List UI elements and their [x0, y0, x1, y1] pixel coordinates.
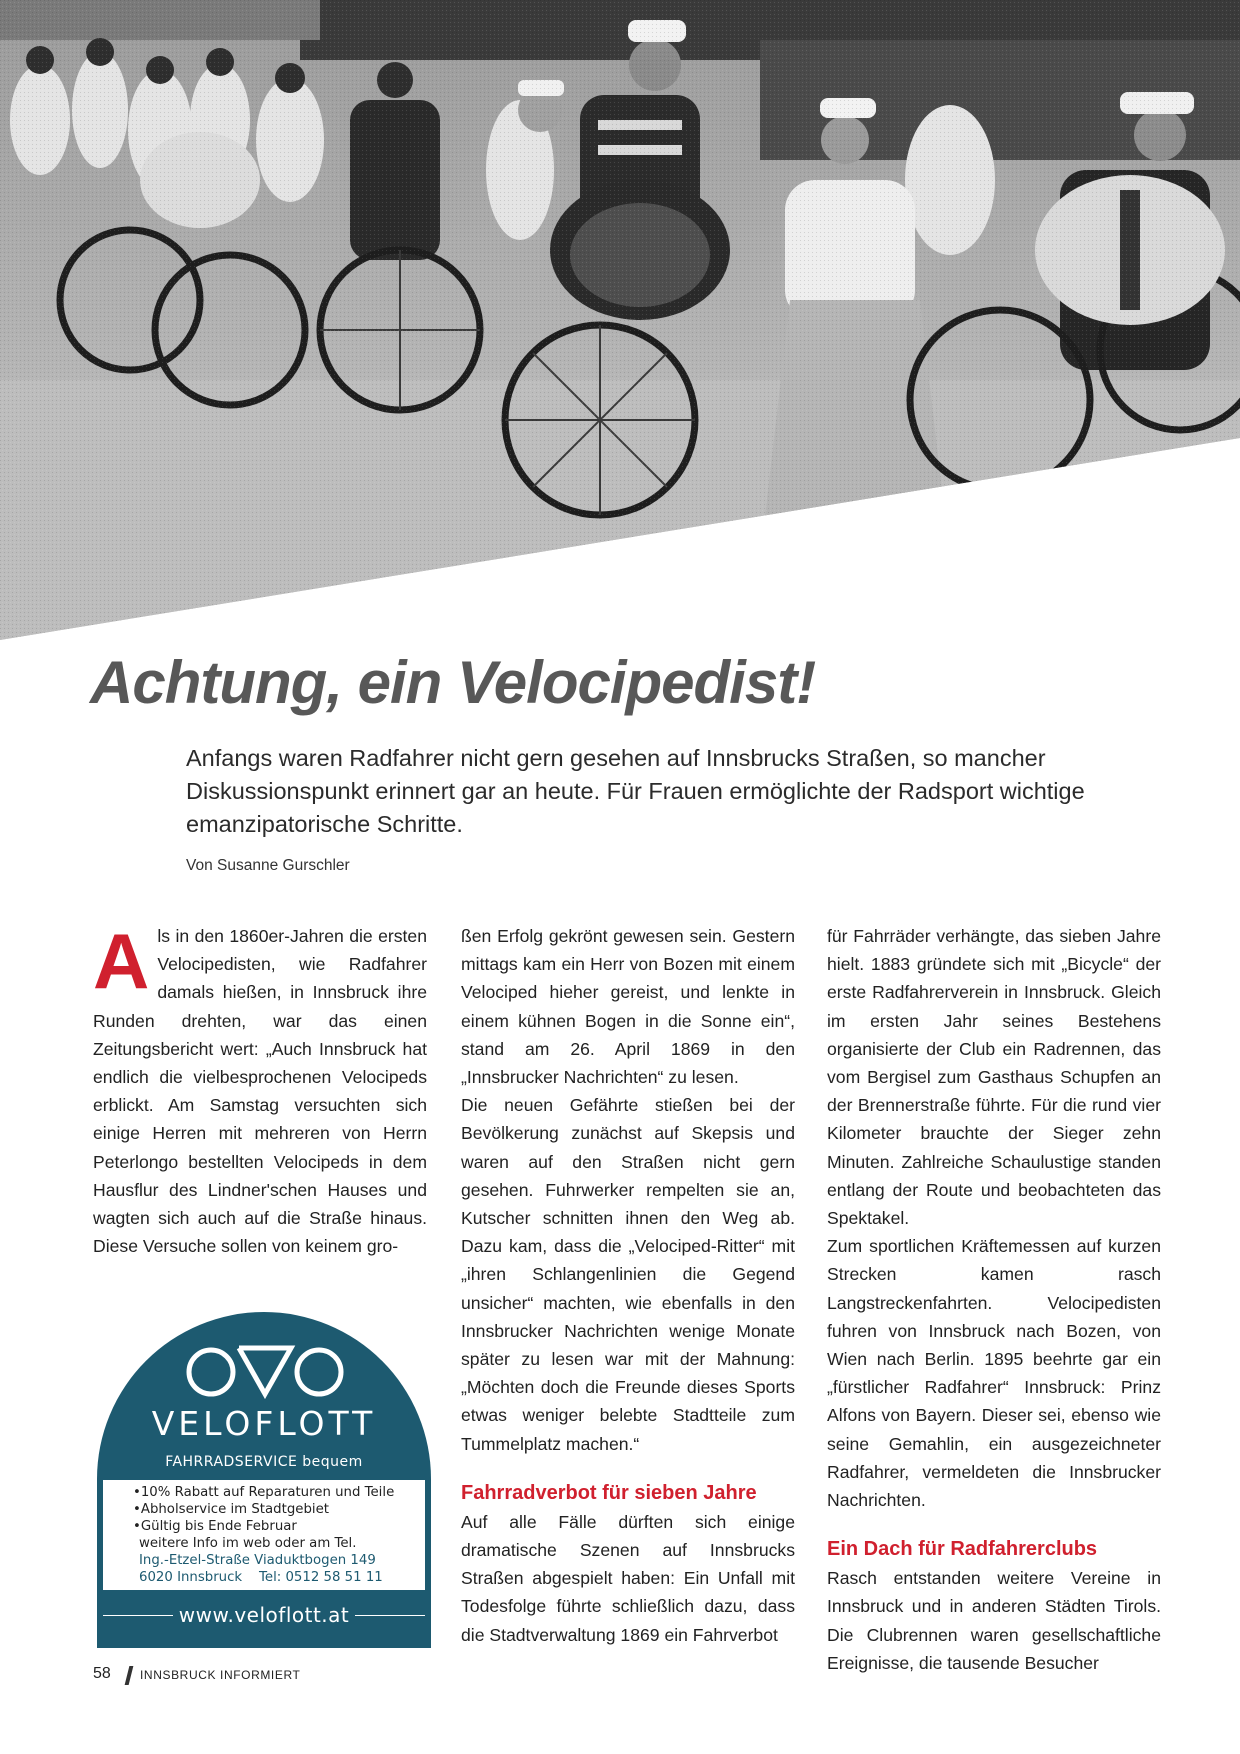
article-byline: Von Susanne Gurschler — [186, 857, 350, 874]
article-paragraph: Auf alle Fälle dürften sich einige dramatische Szenen auf Innsbrucks Straßen abgespielt haben: Ein Unfall mit Todesfolge führte schließlich dazu, dass die Stadtverwaltung 1869 ein Fahrverbot — [461, 1511, 795, 1645]
ad-subtitle: FAHRRADSERVICE bequem — [165, 1454, 363, 1470]
article-paragraph: Die neuen Gefährte stießen bei der Bevölkerung zunächst auf Skepsis und waren auf den Straßen nicht gern gesehen. Fuhrwerker rempelten sie an, Kutscher schnitten ihnen den Weg ab. Dazu kam, dass die „Velociped-Ritter“ mit „ihren Schlangenlinien die Gegend unsicher“ machten, wie ebenfalls in den Innsbrucker Nachrichten wenige Monate später zu lesen war mit der Mahnung: „Möchten doch die Freunde dieses Sports etwas weniger belebte Stadtteile zum Tummelplatz machen.“ — [461, 1095, 795, 1454]
footer-divider — [125, 1666, 134, 1685]
ad-bullet: •Gültig bis Ende Februar — [133, 1519, 297, 1534]
article-paragraph: ßen Erfolg gekrönt gewesen sein. Gestern mittags kam ein Herr von Bozen mit einem Velociped hieher gereist, und lenkte in einem kühnen Bogen in die Sonne ein“, stand am 26. April 1869 in den „Innsbrucker Nachrichten“ zu lesen. — [461, 926, 795, 1088]
publication-name: INNSBRUCK INFORMIERT — [140, 1668, 301, 1682]
section-heading: Fahrradverbot für sieben Jahre — [461, 1481, 757, 1504]
article-title: Achtung, ein Velocipedist! — [90, 649, 816, 716]
ad-address: Ing.-Etzel-Straße Viaduktbogen 149 — [139, 1553, 376, 1568]
article-paragraph: Zum sportlichen Kräftemessen auf kurzen Strecken kamen rasch Langstreckenfahrten. Velocipedisten fuhren von Innsbruck nach Bozen, von Wien nach Berlin. 1895 beehrte gar ein „fürstlicher Radfahrer“ Innsbruck: Prinz Alfons von Bayern. Dieser sei, ebenso wie seine Gemahlin, ein ausgezeichneter Radfahrer, vermeldeten die Innsbrucker Nachrichten. — [827, 1236, 1161, 1511]
ad-website-link[interactable]: www.veloflott.at — [178, 1603, 350, 1627]
ad-info-box — [103, 1480, 425, 1590]
hero-photo — [0, 0, 1240, 640]
column-1-text: ls in den 1860er-Jahren die ersten Velocipedisten, wie Radfahrer damals hießen, in Innsbruck ihre Runden drehten, war das einen Zeitungsbericht wert: „Auch Innsbruck hat endlich die vielbesprochenen Velocipeds erblickt. Am Samstag versuchten sich einige Herren mit mehreren von Herrn Peterlongo bestellten Velocipeds in dem Hausflur des Lindner'schen Hauses und wagten sich auch auf die Straße hinaus. Diese Versuche sollen von keinem gro- — [93, 926, 427, 1257]
ad-info-text: weitere Info im web oder am Tel. — [139, 1536, 357, 1551]
ad-bullet: •10% Rabatt auf Reparaturen und Teile — [133, 1485, 395, 1500]
ad-city-phone: 6020 Innsbruck Tel: 0512 58 51 11 — [139, 1570, 383, 1585]
article-lead: Anfangs waren Radfahrer nicht gern gesehen auf Innsbrucks Straßen, so mancher Diskussionspunkt erinnert gar an heute. Für Frauen ermöglichte der Radsport wichtige emanzipatorische Schritte. — [186, 745, 1085, 837]
article-column-3 — [827, 922, 1161, 1677]
section-heading: Ein Dach für Radfahrerclubs — [827, 1538, 1098, 1561]
article-paragraph: für Fahrräder verhängte, das sieben Jahre hielt. 1883 gründete sich mit „Bicycle“ der erste Radfahrerverein in Innsbruck. Gleich im ersten Jahr seines Bestehens organisierte der Club ein Radrennen, das vom Bergisel zum Gasthaus Schupfen an der Brennerstraße führte. Für die rund vier Kilometer brauchte der Sieger zehn Minuten. Zahlreiche Schaulustige standen entlang der Route und beobachteten das Spektakel. — [827, 926, 1161, 1229]
ad-brand-name: VELOFLOTT — [151, 1404, 377, 1443]
ad-url-row — [97, 1601, 431, 1631]
page-number: 58 — [93, 1665, 111, 1682]
article-column-1 — [93, 917, 427, 1260]
article-paragraph — [93, 917, 427, 1260]
article-paragraph: Rasch entstanden weitere Vereine in Innsbruck und in anderen Städten Tirols. Die Clubrennen waren gesellschaftliche Ereignisse, die tausende Besucher — [827, 1568, 1161, 1673]
article-column-2 — [461, 922, 795, 1649]
drop-cap: A — [93, 917, 150, 1005]
bicycle-logo-icon — [185, 1338, 345, 1400]
veloflott-advertisement[interactable] — [97, 1312, 431, 1648]
ad-bullet: •Abholservice im Stadtgebiet — [133, 1502, 329, 1517]
